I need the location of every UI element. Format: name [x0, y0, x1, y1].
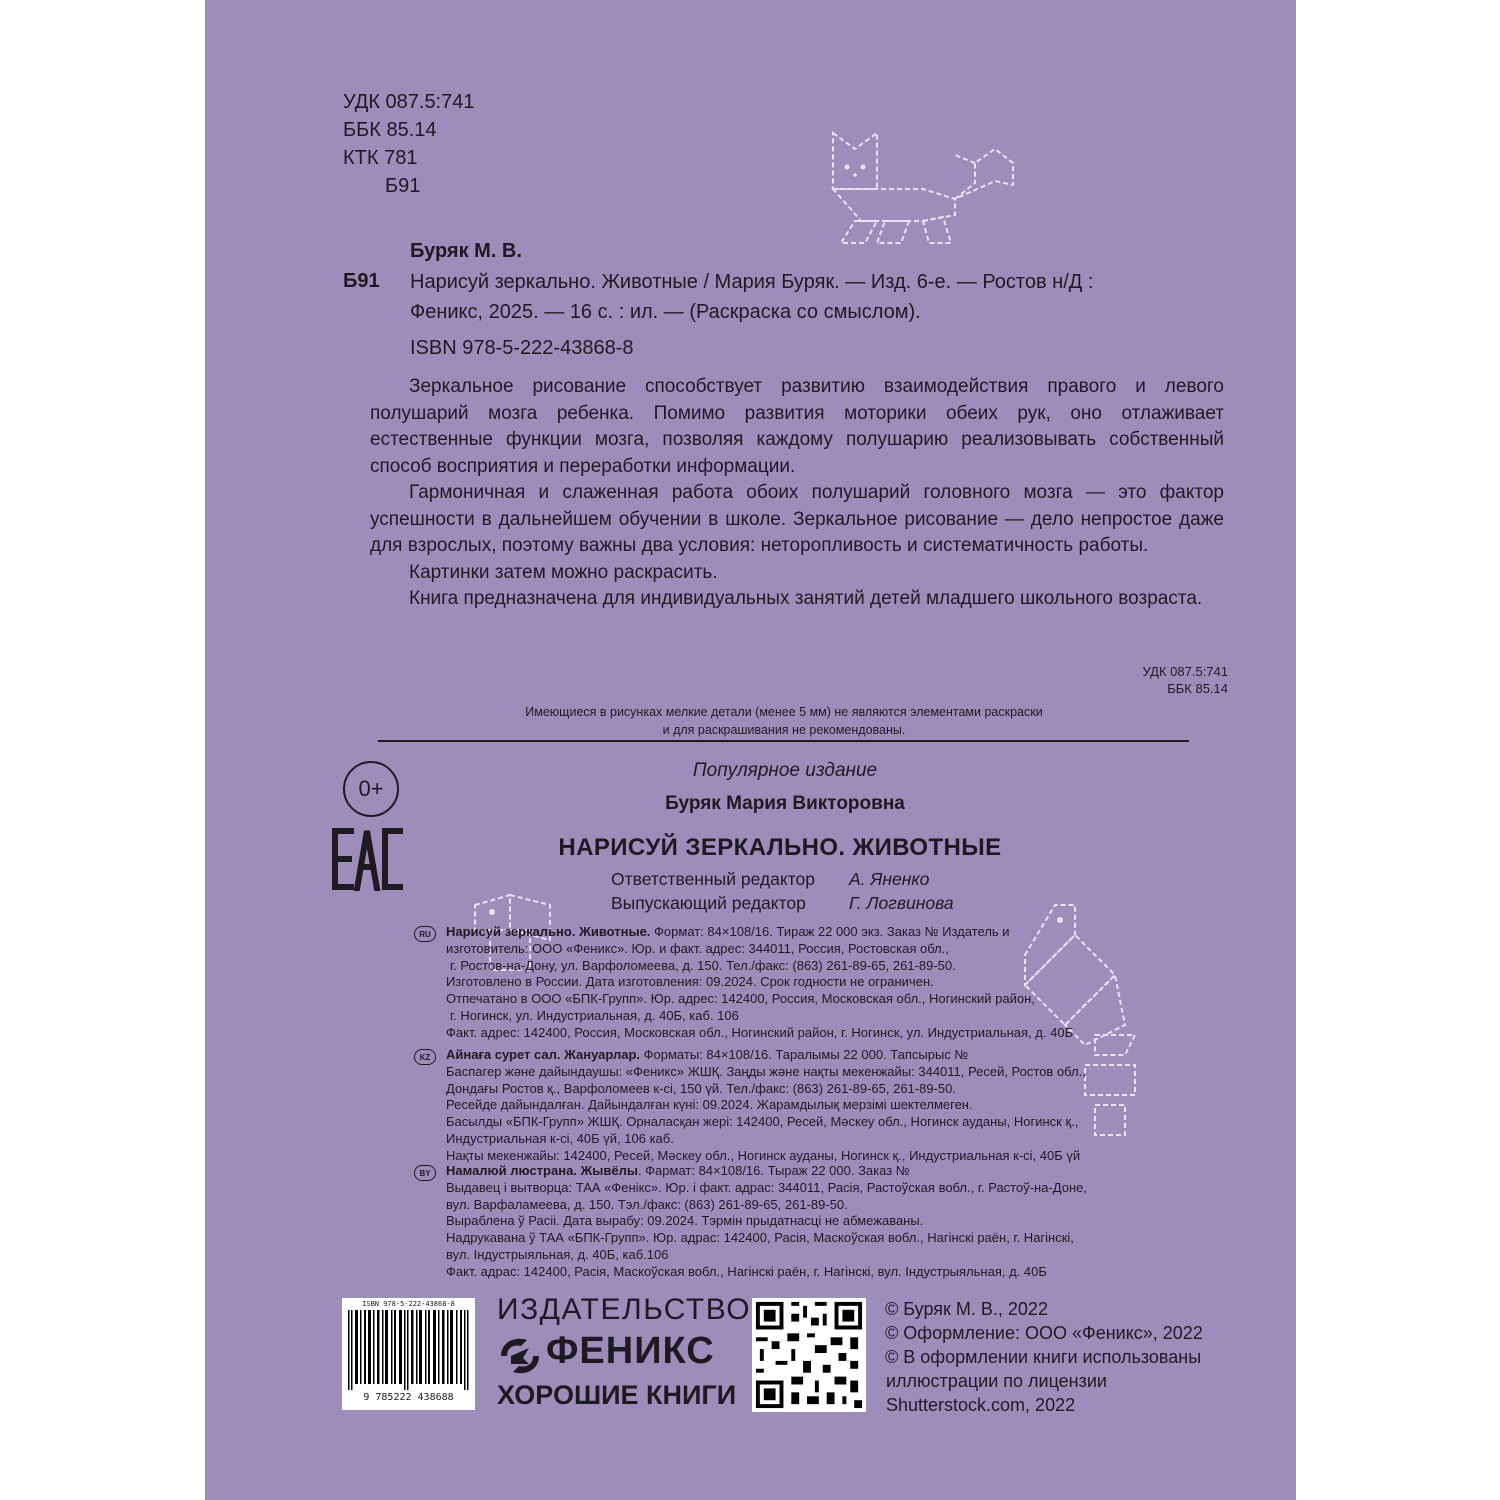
notice-line-2: и для раскрашивания не рекомендованы.	[662, 723, 906, 737]
imprint-by-line: вул. Індустрыяльная, д. 40Б, каб.106	[446, 1246, 669, 1262]
imprint-kz-title: Айнаға сурет сал. Жануарлар.	[446, 1047, 641, 1062]
author-mark: Б91	[385, 175, 421, 197]
imprint-ru-line: Отпечатано в ООО «БПК-Групп». Юр. адрес: 142400, Россия, Московская обл., Ногинский район,	[446, 991, 1035, 1007]
copyright-line: иллюстрации по лицензии	[886, 1371, 1107, 1391]
udk-code-right: УДК 087.5:741	[1142, 664, 1228, 679]
imprint-kz-line: Нақты мекенжайы: 142400, Ресей, Мәскеу обл., Ногинск ауданы, Ногинск қ., Индустриальная к-сі, 40Б үй	[446, 1147, 1081, 1163]
imprint-ru-line: г. Ростов-на-Дону, ул. Варфоломеева, д. 150. Тел./факс: (863) 261-89-65, 261-89-50.	[450, 957, 956, 973]
barcode-isbn-text: ISBN 978-5-222-43868-8	[362, 1300, 455, 1308]
imprint-by-line: вул. Варфаламеева, д. 150. Тэл./факс: (863) 261-89-65, 261-89-50.	[446, 1196, 848, 1212]
bbk-code-right: ББК 85.14	[1167, 681, 1228, 696]
eac-mark-icon	[331, 827, 403, 891]
imprint-by	[446, 1163, 1166, 1281]
bbk-code: ББК 85.14	[343, 119, 437, 141]
imprint-kz	[446, 1047, 1166, 1165]
imprint-ru-title: Нарисуй зеркально. Животные.	[446, 924, 651, 939]
imprint-by-line: Факт. адрас: 142400, Расія, Маскоўская вобл., Нагінскі раён, г. Нагінскі, вул. Індустрыяльная, д. 40Б	[446, 1263, 1047, 1279]
udk-code: УДК 087.5:741	[343, 91, 475, 113]
notice-line-1: Имеющиеся в рисунках мелкие детали (менее 5 мм) не являются элементами раскраски	[525, 705, 1043, 719]
copyright-line: © Оформление: ООО «Феникс», 2022	[885, 1323, 1203, 1343]
classification-codes	[343, 88, 475, 200]
annotation-paragraph: Книга предназначена для индивидуальных занятий детей младшего школьного возраста.	[409, 588, 1203, 609]
bibliographic-description	[410, 267, 1190, 327]
copyright-block	[885, 1297, 1203, 1417]
biblio-line-2: Феникс, 2025. — 16 с. : ил. — (Раскраска со смыслом).	[410, 301, 921, 323]
cat-outline-illustration	[825, 125, 1025, 255]
small-details-notice	[380, 703, 1188, 739]
editor1-name: А. Яненко	[849, 869, 930, 889]
divider-line	[378, 740, 1189, 742]
publisher-slogan: ХОРОШИЕ КНИГИ	[497, 1380, 737, 1410]
imprint-ru-line: изготовитель: ООО «Феникс». Юр. и факт. адрес: 344011, Россия, Ростовская обл.,	[446, 940, 949, 956]
age-rating-badge: 0+	[343, 761, 399, 817]
editor-names	[849, 867, 954, 915]
lang-badge-kz: KZ	[414, 1049, 436, 1065]
editors	[611, 867, 815, 915]
copyright-line: © Буряк М. В., 2022	[885, 1299, 1048, 1319]
imprint-ru	[446, 924, 1166, 1042]
annotation-paragraph: Гармоничная и слаженная работа обоих полушарий головного мозга — это фактор успешности в дальнейшем обучении в школе. Зеркальное рисование — дело непростое даже для взрослых, поэтому важны два условия: неторопливость и систематичность работы.	[370, 482, 1224, 556]
imprint-kz-line: Дондағы Ростов қ., Варфоломеев к-сі, 150 үй. Тел./факс: (863) 261-89-65, 261-89-50.	[446, 1080, 956, 1096]
imprint-by-line: Выраблена ў Расіі. Дата вырабу: 09.2024. Тэрмін прыдатнасці не абмежаваны.	[446, 1213, 924, 1229]
qr-code	[752, 1298, 866, 1412]
barcode-bars	[348, 1310, 469, 1390]
biblio-line-1: Нарисуй зеркально. Животные / Мария Буряк. — Изд. 6-е. — Ростов н/Д :	[410, 271, 1094, 293]
imprint-by-line: Выдавец і вытворца: ТАА «Фенікс». Юр. і факт. адрас: 344011, Расія, Растоўская вобл., г. Растоў-на-Доне,	[446, 1179, 1087, 1195]
imprint-by-line: Надрукавана ў ТАА «БПК-Групп». Юр. адрас: 142400, Расія, Маскоўская вобл., Нагінскі раён, г. Нагінскі,	[446, 1230, 1074, 1246]
editor2-role: Выпускающий редактор	[611, 893, 806, 913]
imprint-kz-line: Баспагер және дайындаушы: «Феникс» ЖШҚ. Заңды және нақты мекенжайы: 344011, Ресей, Ростов обл.,	[446, 1063, 1086, 1079]
annotation	[370, 374, 1224, 613]
publisher-label: ИЗДАТЕЛЬСТВО	[497, 1293, 752, 1326]
imprint-kz-line: Ресейде дайындалған. Дайындалған күні: 09.2024. Жарамдылық мерзімі шектелмеген.	[446, 1097, 973, 1113]
annotation-paragraph: Картинки затем можно раскрасить.	[409, 561, 718, 583]
imprint-ru-line: Факт. адрес: 142400, Россия, Московская обл., Ногинский район, г. Ногинск, ул. Индустриальная, д. 40Б	[446, 1024, 1074, 1040]
author-mark-left: Б91	[343, 270, 380, 292]
book-title: НАРИСУЙ ЗЕРКАЛЬНО. ЖИВОТНЫЕ	[558, 834, 1002, 861]
author-short: Буряк М. В.	[410, 240, 522, 262]
full-author: Буряк Мария Викторовна	[665, 793, 905, 814]
popular-edition: Популярное издание	[692, 760, 878, 781]
lang-badge-ru: RU	[414, 926, 436, 942]
barcode-digits: 9 785222 438688	[363, 1392, 454, 1403]
editor1-role: Ответственный редактор	[611, 869, 816, 889]
imprint-kz-line: Индустриальная к-сі, 40Б үй, 106 каб.	[446, 1130, 674, 1146]
imprint-kz-line: Форматы: 84×108/16. Таралымы 22 000. Тапсырыс №	[640, 1047, 969, 1062]
isbn: ISBN 978-5-222-43868-8	[410, 337, 634, 359]
imprint-by-title: Намалюй люстрана. Жывёлы	[446, 1163, 638, 1178]
annotation-paragraph: Зеркальное рисование способствует развитию взаимодействия правого и левого полушарий мозга ребенка. Помимо развития моторики обеих рук, оно отлаживает естественные функции мозга, позволяя каждому полушарию реализовывать собственный способ восприятия и переработки информации.	[370, 376, 1224, 477]
imprint-ru-line: Изготовлено в России. Дата изготовления: 09.2024. Срок годности не ограничен.	[446, 974, 934, 990]
copyright-line: Shutterstock.com, 2022	[886, 1395, 1076, 1415]
imprint-ru-line: г. Ногинск, ул. Индустриальная, д. 40Б, каб. 106	[450, 1007, 739, 1023]
imprint-by-line: . Фармат: 84×108/16. Тыраж 22 000. Заказ №	[637, 1163, 910, 1178]
imprint-kz-line: Басылды «БПК-Групп» ЖШҚ. Орналасқан жері: 142400, Ресей, Мәскеу обл., Ногинск ауданы, Ногинск қ.,	[446, 1114, 1079, 1130]
udk-right-block	[1000, 663, 1228, 697]
copyright-line: © В оформлении книги использованы	[885, 1347, 1202, 1367]
isbn-barcode	[342, 1298, 475, 1410]
editor2-name: Г. Логвинова	[849, 893, 954, 913]
imprint-ru-line: Формат: 84×108/16. Тираж 22 000 экз. Заказ № Издатель и	[650, 924, 1010, 939]
qr-code-pattern	[752, 1298, 866, 1412]
lang-badge-by: BY	[414, 1165, 436, 1181]
publisher-name: ФЕНИКС	[546, 1330, 715, 1372]
ktk-code: КТК 781	[343, 147, 418, 169]
phoenix-logo-icon	[497, 1334, 543, 1378]
